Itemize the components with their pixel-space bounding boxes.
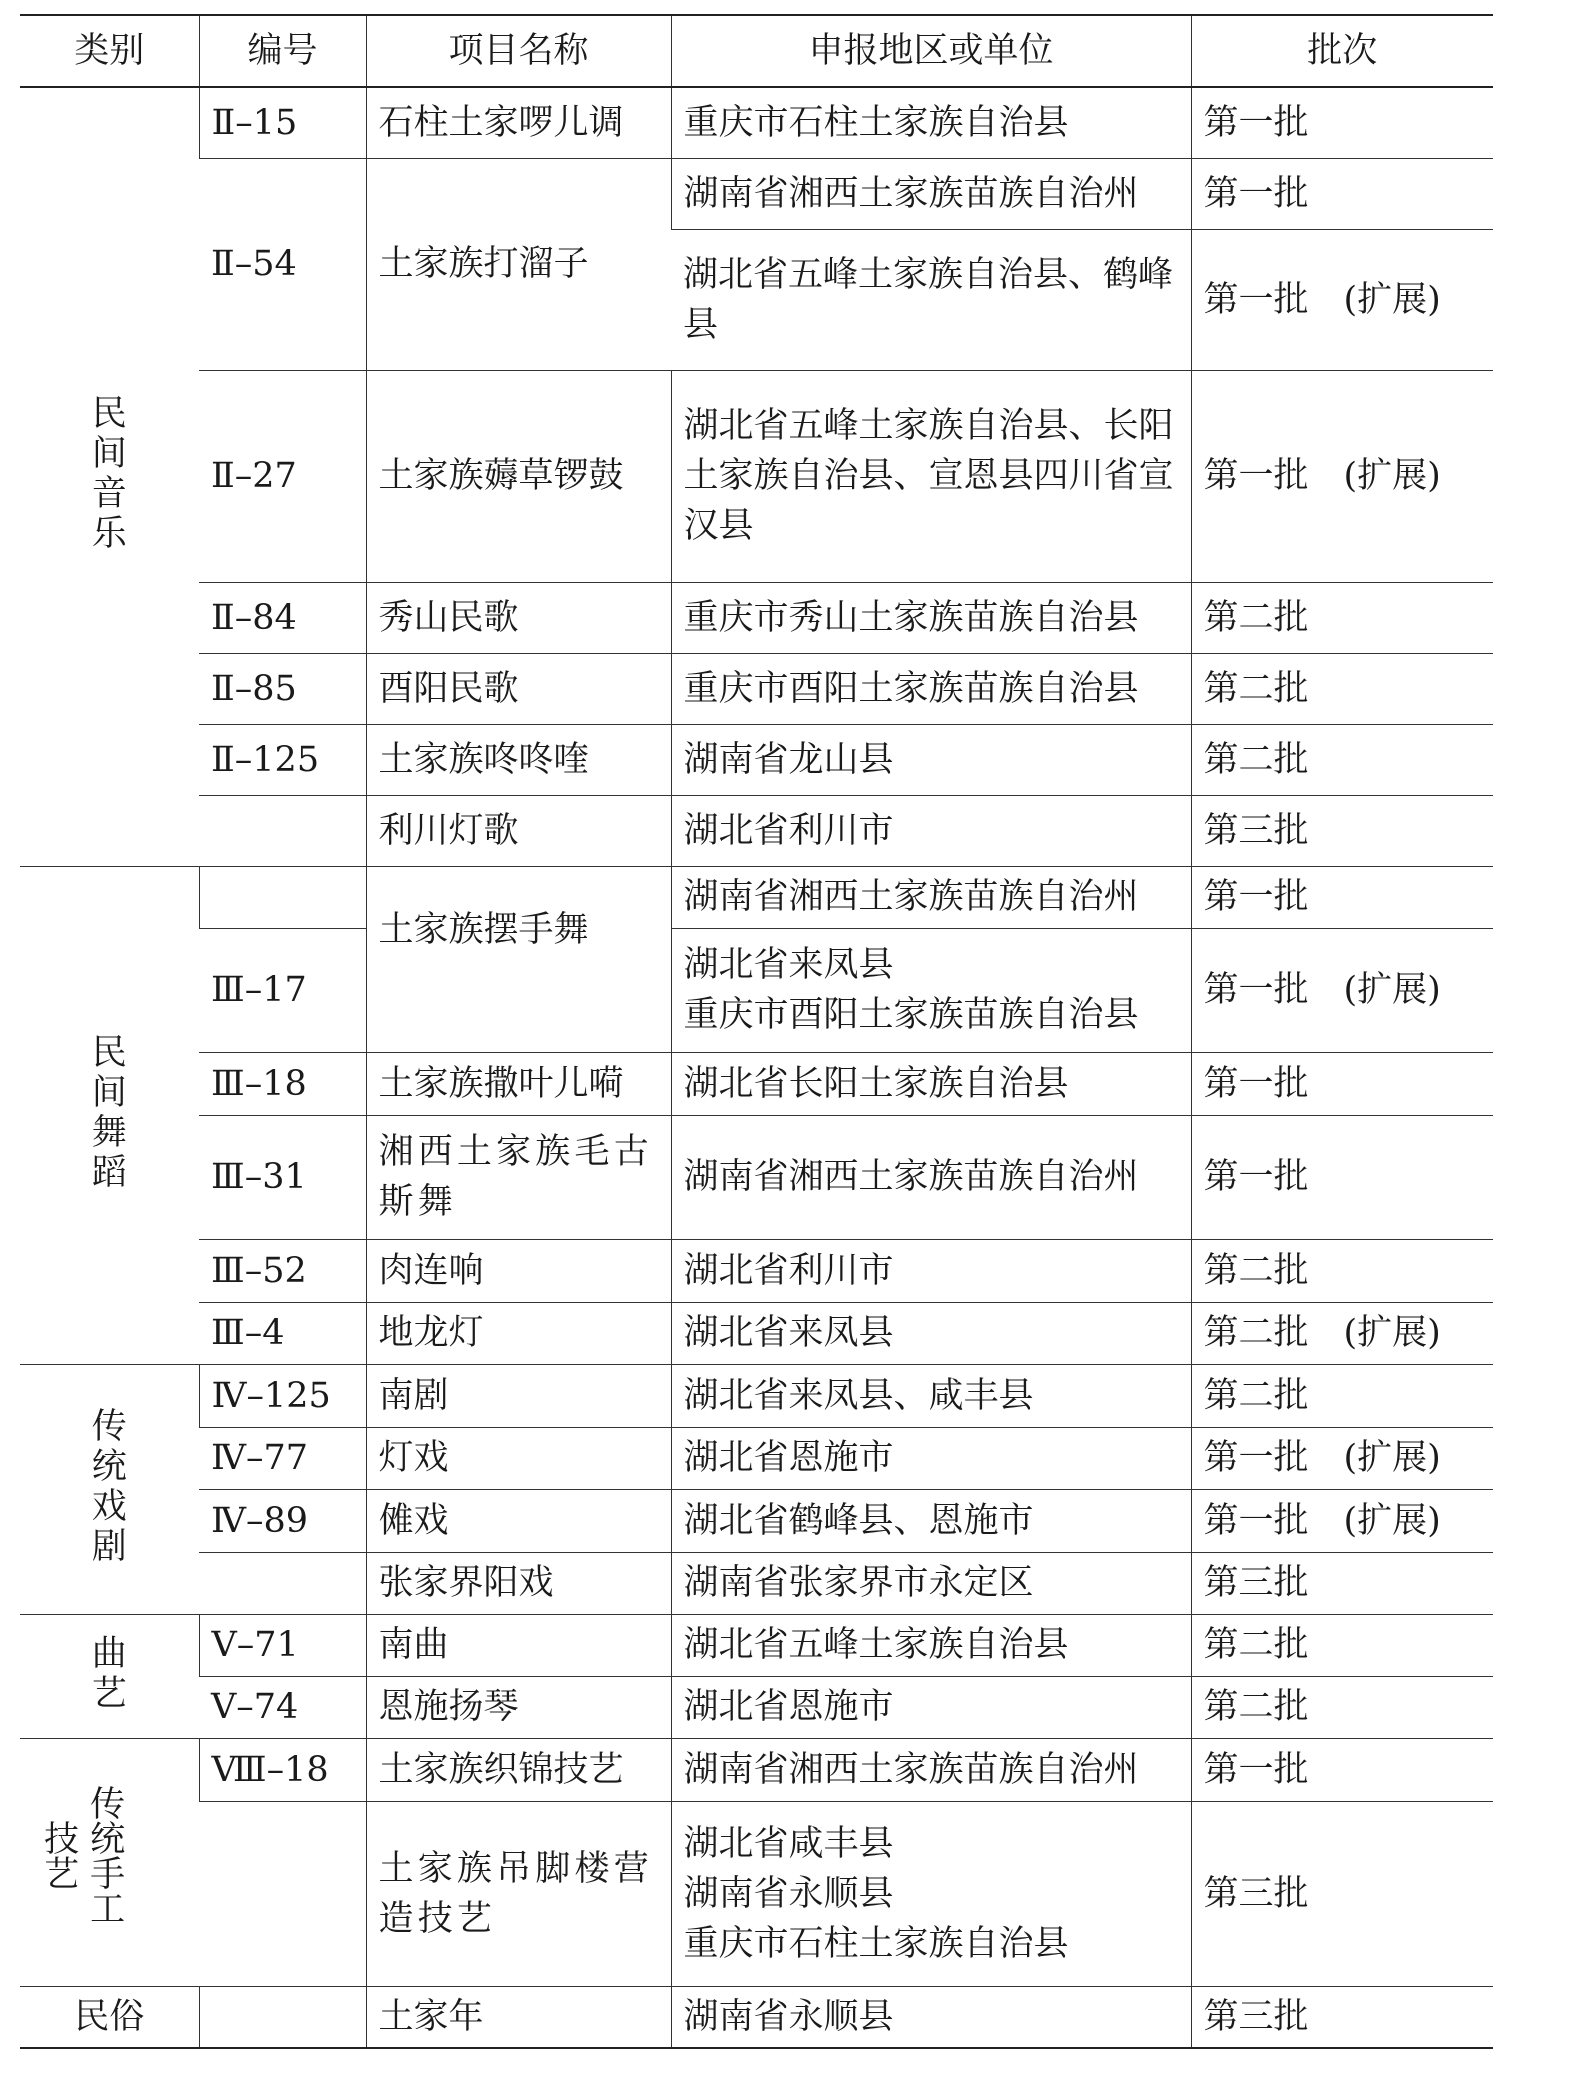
code-cell	[199, 1986, 366, 2048]
table-row	[20, 1302, 1493, 1364]
region-line: 湖北省咸丰县	[683, 1823, 894, 1864]
category-label: 曲艺	[91, 1633, 127, 1714]
batch-cell: 第二批	[1191, 653, 1493, 724]
code-cell: Ⅱ–54	[199, 158, 366, 370]
table-row	[20, 795, 1493, 866]
category-cell	[20, 1986, 199, 2048]
batch-cell: 第二批	[1191, 1239, 1493, 1302]
name-cell: 张家界阳戏	[366, 1552, 671, 1614]
batch-cell: 第一批	[1191, 158, 1493, 229]
batch-cell: 第一批 (扩展)	[1191, 1427, 1493, 1489]
region-line: 重庆市酉阳土家族苗族自治县	[683, 995, 1139, 1035]
header-category: 类别	[20, 15, 199, 87]
region-cell: 湖南省龙山县	[671, 724, 1191, 795]
table-row	[20, 1676, 1493, 1738]
region-cell: 湖北省利川市	[671, 795, 1191, 866]
batch-cell: 第三批	[1191, 1552, 1493, 1614]
table-row	[20, 1614, 1493, 1676]
batch-cell: 第一批	[1191, 866, 1493, 928]
category-label: 民间音乐	[91, 394, 127, 555]
code-cell: Ⅲ–52	[199, 1239, 366, 1302]
name-cell: 南曲	[366, 1614, 671, 1676]
name-cell: 利川灯歌	[366, 795, 671, 866]
code-cell: Ⅳ–89	[199, 1489, 366, 1552]
category-label: 传统戏剧	[91, 1406, 127, 1567]
code-cell: Ⅲ–4	[199, 1302, 366, 1364]
category-cell	[20, 866, 199, 1364]
name-cell: 秀山民歌	[366, 582, 671, 653]
batch-cell: 第三批	[1191, 795, 1493, 866]
code-cell	[199, 1552, 366, 1614]
category-cell	[20, 1364, 199, 1614]
name-cell: 土家年	[366, 1986, 671, 2048]
heritage-table	[20, 14, 1493, 2049]
table-row	[20, 1489, 1493, 1552]
name-cell: 酉阳民歌	[366, 653, 671, 724]
region-cell: 湖南省永顺县	[671, 1986, 1191, 2048]
table-row	[20, 724, 1493, 795]
region-cell: 湖北省鹤峰县、恩施市	[671, 1489, 1191, 1552]
code-cell: Ⅲ–18	[199, 1052, 366, 1115]
batch-cell: 第一批	[1191, 1738, 1493, 1801]
code-cell: Ⅱ–84	[199, 582, 366, 653]
region-cell: 湖北省五峰土家族自治县	[671, 1614, 1191, 1676]
code-cell: Ⅳ–125	[199, 1364, 366, 1427]
region-line: 湖南省永顺县	[683, 1873, 894, 1914]
table-row	[20, 1986, 1493, 2048]
region-cell: 湖北省利川市	[671, 1239, 1191, 1302]
name-cell: 土家族薅草锣鼓	[366, 370, 671, 582]
region-cell: 湖北省来凤县	[671, 1302, 1191, 1364]
region-cell	[671, 928, 1191, 1052]
table-row	[20, 370, 1493, 582]
code-cell	[199, 1801, 366, 1986]
batch-cell: 第一批 (扩展)	[1191, 928, 1493, 1052]
table-row	[20, 1052, 1493, 1115]
region-cell: 湖北省五峰土家族自治县、长阳土家族自治县、宣恩县四川省宣汉县	[671, 370, 1191, 582]
batch-cell: 第二批	[1191, 1364, 1493, 1427]
batch-cell: 第二批	[1191, 582, 1493, 653]
table-row	[20, 158, 1493, 229]
batch-cell: 第三批	[1191, 1986, 1493, 2048]
name-cell: 灯戏	[366, 1427, 671, 1489]
header-batch: 批次	[1191, 15, 1493, 87]
table-row	[20, 1239, 1493, 1302]
batch-cell: 第一批 (扩展)	[1191, 370, 1493, 582]
name-cell: 傩戏	[366, 1489, 671, 1552]
batch-cell: 第一批	[1191, 1115, 1493, 1239]
code-cell: Ⅱ–15	[199, 87, 366, 158]
region-cell: 重庆市秀山土家族苗族自治县	[671, 582, 1191, 653]
code-cell: Ⅱ–27	[199, 370, 366, 582]
code-cell: Ⅳ–77	[199, 1427, 366, 1489]
code-cell: Ⅱ–85	[199, 653, 366, 724]
region-cell: 重庆市酉阳土家族苗族自治县	[671, 653, 1191, 724]
category-cell	[20, 87, 199, 866]
region-cell: 湖南省湘西土家族苗族自治州	[671, 866, 1191, 928]
batch-cell: 第一批 (扩展)	[1191, 1489, 1493, 1552]
header-code: 编号	[199, 15, 366, 87]
name-cell: 土家族咚咚喹	[366, 724, 671, 795]
region-cell: 湖南省湘西土家族苗族自治州	[671, 1738, 1191, 1801]
region-line: 湖北省来凤县	[683, 945, 894, 985]
name-cell: 土家族打溜子	[366, 158, 671, 370]
table-row	[20, 1801, 1493, 1986]
batch-cell: 第二批	[1191, 1614, 1493, 1676]
code-cell: Ⅲ–31	[199, 1115, 366, 1239]
category-cell	[20, 1738, 199, 1986]
name-cell: 土家族吊脚楼营造技艺	[366, 1801, 671, 1986]
batch-cell: 第一批	[1191, 1052, 1493, 1115]
region-cell	[671, 1801, 1191, 1986]
name-cell: 土家族撒叶儿嗬	[366, 1052, 671, 1115]
name-cell: 土家族织锦技艺	[366, 1738, 671, 1801]
code-cell: Ⅴ–74	[199, 1676, 366, 1738]
category-label: 传统手工技艺	[38, 1785, 125, 1925]
table-row	[20, 1427, 1493, 1489]
table-row	[20, 866, 1493, 928]
batch-cell: 第二批	[1191, 1676, 1493, 1738]
region-cell: 湖北省五峰土家族自治县、鹤峰县	[671, 229, 1191, 370]
name-cell: 土家族摆手舞	[366, 866, 671, 1052]
name-cell: 南剧	[366, 1364, 671, 1427]
code-cell	[199, 795, 366, 866]
name-cell: 肉连响	[366, 1239, 671, 1302]
code-cell	[199, 866, 366, 928]
code-cell: Ⅱ–125	[199, 724, 366, 795]
header-row	[20, 15, 1493, 87]
table-row	[20, 582, 1493, 653]
region-cell: 湖北省恩施市	[671, 1427, 1191, 1489]
name-cell: 地龙灯	[366, 1302, 671, 1364]
region-cell: 湖南省湘西土家族苗族自治州	[671, 158, 1191, 229]
region-cell: 湖南省张家界市永定区	[671, 1552, 1191, 1614]
header-name: 项目名称	[366, 15, 671, 87]
table-row	[20, 1738, 1493, 1801]
name-cell: 恩施扬琴	[366, 1676, 671, 1738]
category-cell	[20, 1614, 199, 1738]
batch-cell: 第二批 (扩展)	[1191, 1302, 1493, 1364]
name-cell: 石柱土家啰儿调	[366, 87, 671, 158]
batch-cell: 第三批	[1191, 1801, 1493, 1986]
batch-cell: 第一批 (扩展)	[1191, 229, 1493, 370]
code-cell: Ⅲ–17	[199, 928, 366, 1052]
code-cell: Ⅷ–18	[199, 1738, 366, 1801]
region-line: 重庆市石柱土家族自治县	[683, 1923, 1069, 1964]
category-label: 民间舞蹈	[91, 1032, 127, 1193]
region-cell: 湖北省长阳土家族自治县	[671, 1052, 1191, 1115]
region-cell: 湖北省来凤县、咸丰县	[671, 1364, 1191, 1427]
region-cell: 湖南省湘西土家族苗族自治州	[671, 1115, 1191, 1239]
batch-cell: 第一批	[1191, 87, 1493, 158]
name-cell: 湘西土家族毛古斯舞	[366, 1115, 671, 1239]
table-row	[20, 87, 1493, 158]
region-cell: 重庆市石柱土家族自治县	[671, 87, 1191, 158]
category-label: 民俗	[74, 1996, 145, 2037]
table-row	[20, 928, 1493, 1052]
region-cell: 湖北省恩施市	[671, 1676, 1191, 1738]
table-row	[20, 653, 1493, 724]
code-cell: Ⅴ–71	[199, 1614, 366, 1676]
table-row	[20, 1364, 1493, 1427]
table-row	[20, 1552, 1493, 1614]
table-row	[20, 1115, 1493, 1239]
batch-cell: 第二批	[1191, 724, 1493, 795]
header-region: 申报地区或单位	[671, 15, 1191, 87]
